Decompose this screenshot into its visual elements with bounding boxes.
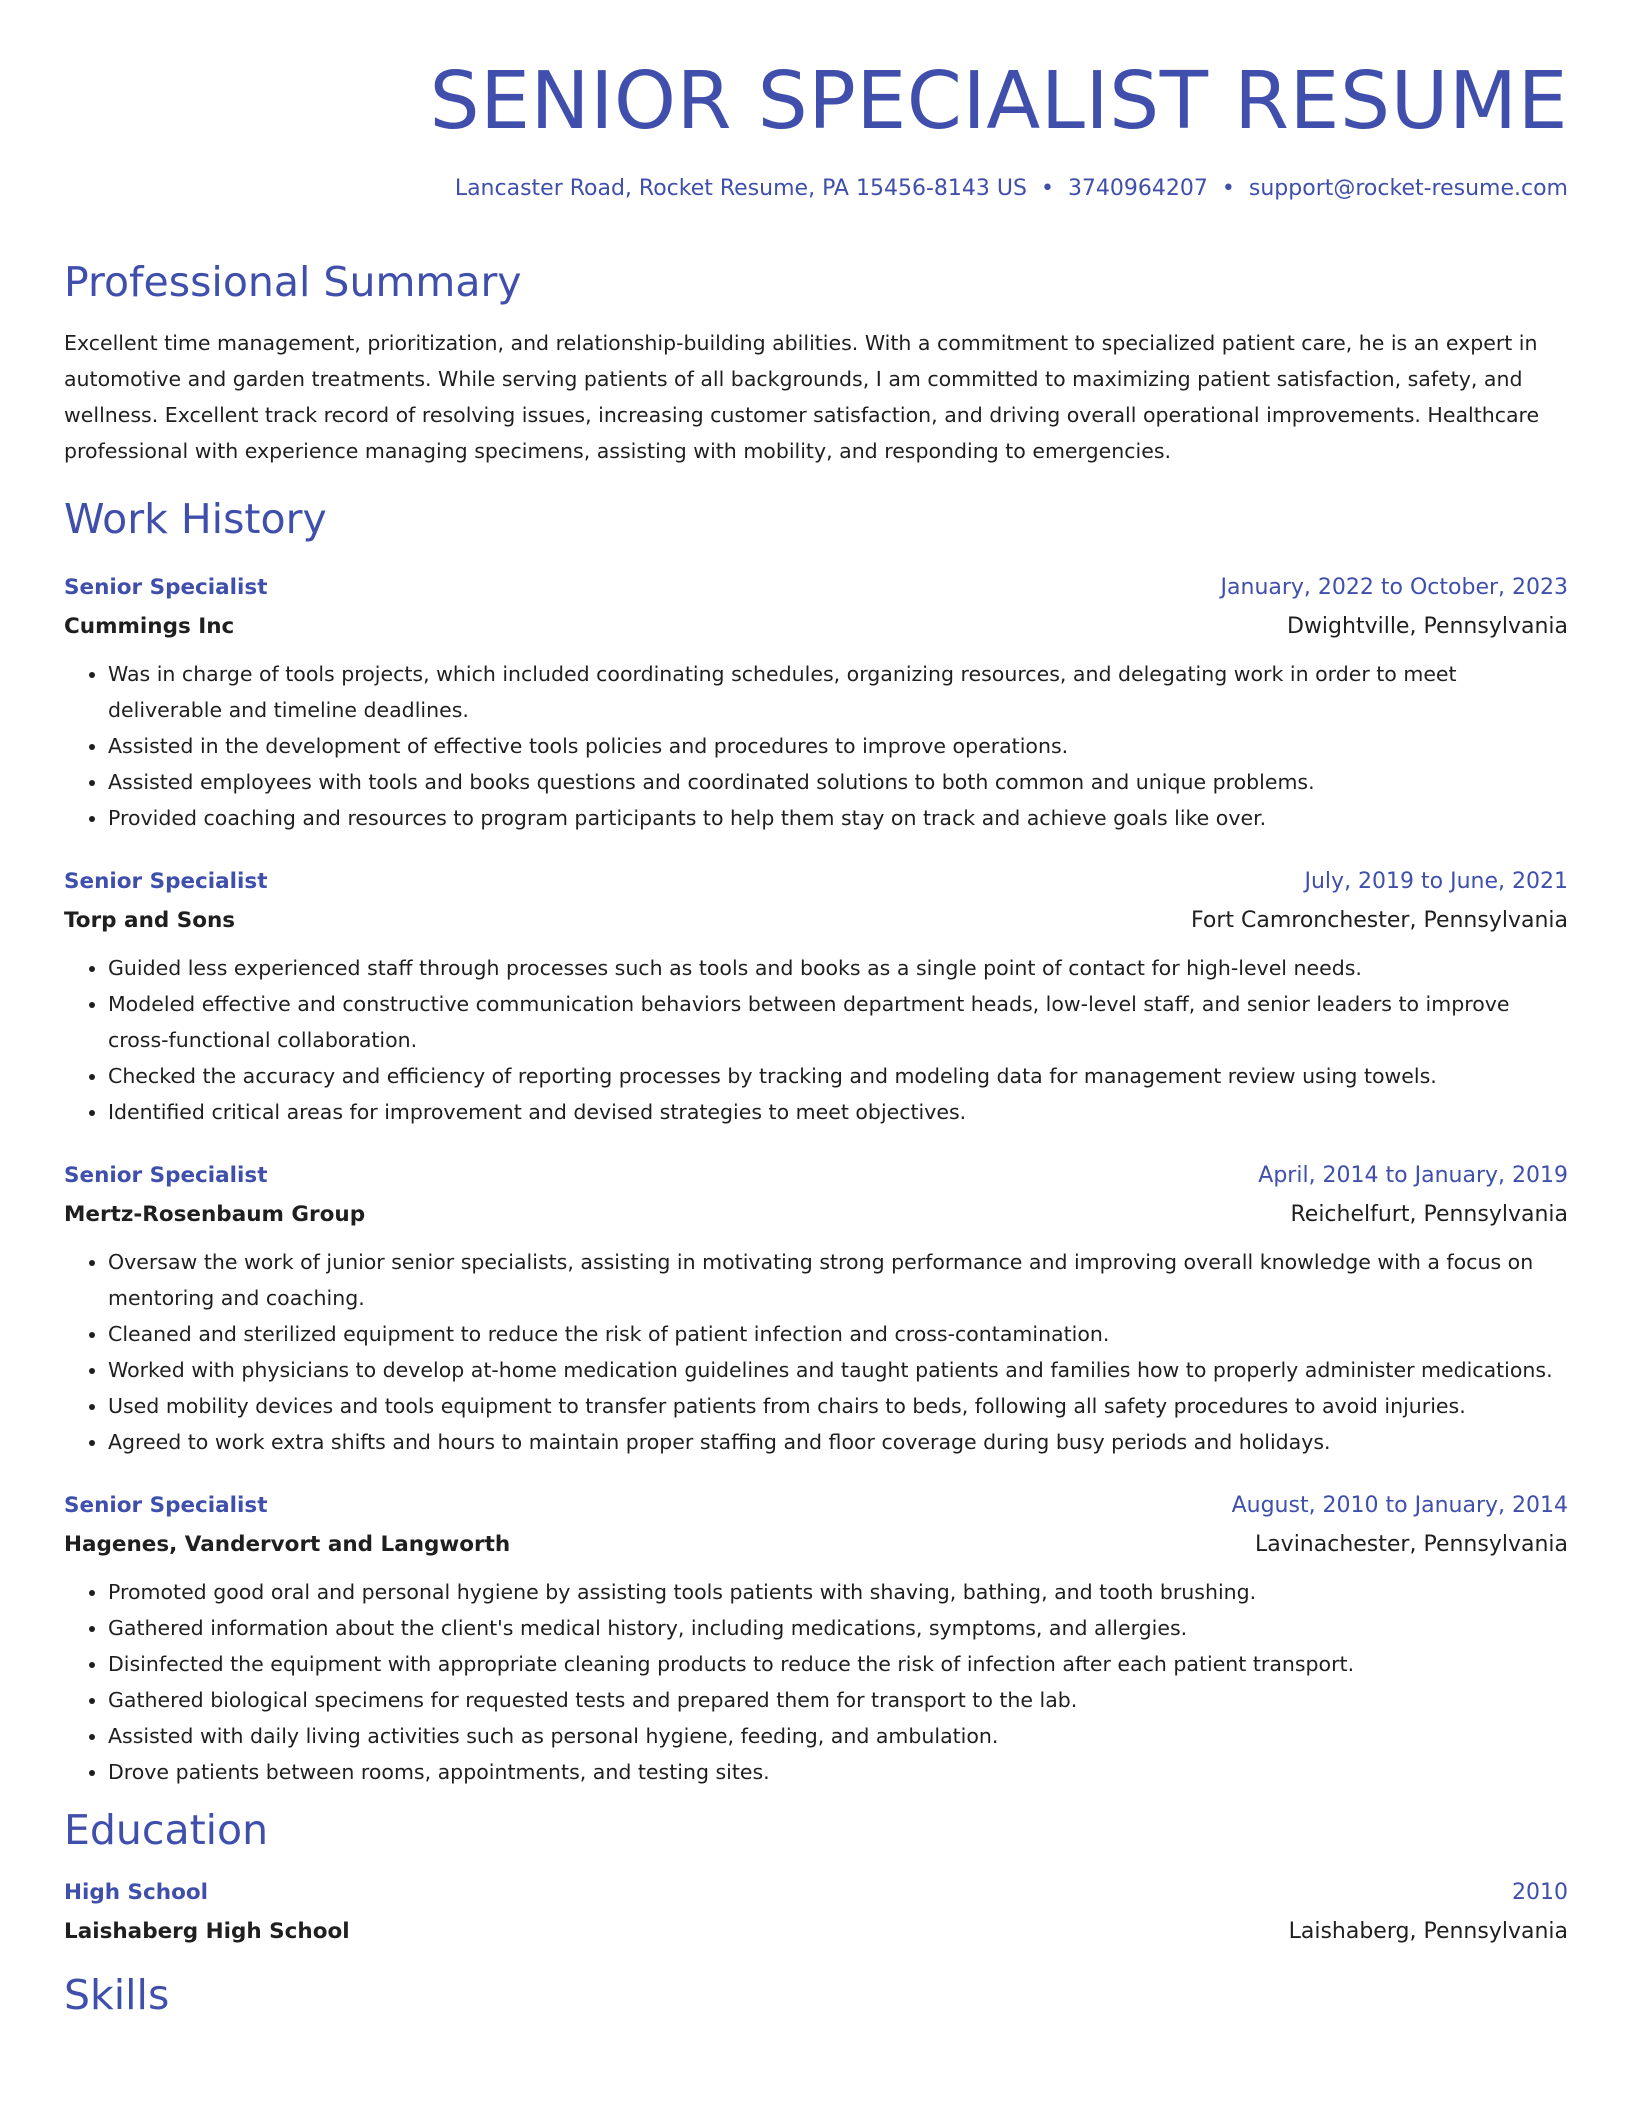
job-location: Lavinachester, Pennsylvania xyxy=(1254,1531,1568,1557)
job-bullet: • Agreed to work extra shifts and hours to maintain proper staffing and floor coverage during busy periods and holidays. xyxy=(108,1424,1568,1460)
job-company-row xyxy=(64,1525,1568,1564)
job-bullet: • Modeled effective and constructive communication behaviors between department heads, low-level staff, and senior leaders to improve cross-functional collaboration. xyxy=(108,986,1568,1058)
job-bullet: • Promoted good oral and personal hygiene by assisting tools patients with shaving, bathing, and tooth brushing. xyxy=(108,1574,1568,1610)
job-location: Reichelfurt, Pennsylvania xyxy=(1290,1201,1568,1227)
contact-phone: 3740964207 xyxy=(1067,176,1208,201)
summary-heading: Professional Summary xyxy=(64,257,522,306)
job-header-row xyxy=(64,1156,1568,1195)
job-role: Senior Specialist xyxy=(64,868,268,894)
job-dates: July, 2019 to June, 2021 xyxy=(1304,868,1568,894)
job-bullet: • Drove patients between rooms, appointments, and testing sites. xyxy=(108,1754,1568,1790)
resume-header xyxy=(64,55,1568,204)
job-company-row xyxy=(64,901,1568,940)
job-role: Senior Specialist xyxy=(64,1492,268,1518)
job-company: Torp and Sons xyxy=(64,907,236,933)
education-location: Laishaberg, Pennsylvania xyxy=(1288,1919,1568,1945)
job-dates: April, 2014 to January, 2019 xyxy=(1258,1162,1568,1188)
job-bullet: • Assisted in the development of effective tools policies and procedures to improve operations. xyxy=(108,728,1568,764)
education-heading: Education xyxy=(64,1805,269,1854)
job-role: Senior Specialist xyxy=(64,1162,268,1188)
job-dates: August, 2010 to January, 2014 xyxy=(1231,1492,1568,1518)
job-bullet: • Oversaw the work of junior senior specialists, assisting in motivating strong performance and improving overall knowledge with a focus on mentoring and coaching. xyxy=(108,1244,1568,1316)
job-company: Cummings Inc xyxy=(64,613,235,639)
job-bullet: • Gathered information about the client's medical history, including medications, symptoms, and allergies. xyxy=(108,1610,1568,1646)
work-history-heading: Work History xyxy=(64,494,327,543)
resume-title: SENIOR SPECIALIST RESUME xyxy=(429,55,1568,147)
job-bullet: • Identified critical areas for improvement and devised strategies to meet objectives. xyxy=(108,1094,1568,1130)
education-header-row xyxy=(64,1873,1568,1912)
education-degree: High School xyxy=(64,1880,208,1906)
job-bullet: • Checked the accuracy and efficiency of reporting processes by tracking and modeling data for management review using towels. xyxy=(108,1058,1568,1094)
contact-separator: • xyxy=(1040,176,1054,201)
job-entry xyxy=(64,568,1568,836)
skills-heading: Skills xyxy=(64,1971,170,2020)
summary-text: Excellent time management, prioritization, and relationship-building abilities. With a commitment to specialized patient care, he is an expert in automotive and garden treatments. While serving patients of all backgrounds, I am committed to maximizing patient satisfaction, safety, and wellness. Excellent track record of resolving issues, increasing customer satisfaction, and driving overall operational improvements. Healthcare professional with experience managing specimens, assisting with mobility, and responding to emergencies. xyxy=(64,330,1540,463)
contact-line xyxy=(64,175,1568,204)
job-bullet: • Assisted with daily living activities such as personal hygiene, feeding, and ambulation. xyxy=(108,1718,1568,1754)
job-bullets xyxy=(64,950,1568,1130)
job-bullet: • Cleaned and sterilized equipment to reduce the risk of patient infection and cross-contamination. xyxy=(108,1316,1568,1352)
job-bullets xyxy=(64,1244,1568,1460)
job-company: Hagenes, Vandervort and Langworth xyxy=(64,1531,511,1557)
education-year: 2010 xyxy=(1512,1880,1568,1906)
job-bullets xyxy=(64,1574,1568,1790)
job-company-row xyxy=(64,607,1568,646)
contact-address: Lancaster Road, Rocket Resume, PA 15456-8143 US xyxy=(454,176,1027,201)
education-school-row xyxy=(64,1912,1568,1951)
job-header-row xyxy=(64,568,1568,607)
job-bullet: • Used mobility devices and tools equipment to transfer patients from chairs to beds, following all safety procedures to avoid injuries. xyxy=(108,1388,1568,1424)
job-location: Fort Camronchester, Pennsylvania xyxy=(1191,907,1568,933)
job-entry xyxy=(64,1486,1568,1790)
job-bullet: • Was in charge of tools projects, which included coordinating schedules, organizing resources, and delegating work in order to meet deliverable and timeline deadlines. xyxy=(108,656,1568,728)
job-location: Dwightville, Pennsylvania xyxy=(1287,613,1568,639)
job-company-row xyxy=(64,1195,1568,1234)
job-bullet: • Guided less experienced staff through processes such as tools and books as a single point of contact for high-level needs. xyxy=(108,950,1568,986)
job-entry xyxy=(64,862,1568,1130)
job-bullet: • Gathered biological specimens for requested tests and prepared them for transport to the lab. xyxy=(108,1682,1568,1718)
job-header-row xyxy=(64,862,1568,901)
job-role: Senior Specialist xyxy=(64,574,268,600)
job-bullet: • Provided coaching and resources to program participants to help them stay on track and achieve goals like over. xyxy=(108,800,1568,836)
job-bullets xyxy=(64,656,1568,836)
contact-email: support@rocket-resume.com xyxy=(1248,176,1568,201)
job-dates: January, 2022 to October, 2023 xyxy=(1220,574,1568,600)
job-header-row xyxy=(64,1486,1568,1525)
education-school: Laishaberg High School xyxy=(64,1919,350,1945)
contact-separator: • xyxy=(1221,176,1235,201)
job-bullet: • Assisted employees with tools and books questions and coordinated solutions to both common and unique problems. xyxy=(108,764,1568,800)
education-entry xyxy=(64,1873,1568,1951)
job-company: Mertz-Rosenbaum Group xyxy=(64,1201,366,1227)
job-entry xyxy=(64,1156,1568,1460)
job-bullet: • Worked with physicians to develop at-home medication guidelines and taught patients and families how to properly administer medications. xyxy=(108,1352,1568,1388)
job-bullet: • Disinfected the equipment with appropriate cleaning products to reduce the risk of infection after each patient transport. xyxy=(108,1646,1568,1682)
